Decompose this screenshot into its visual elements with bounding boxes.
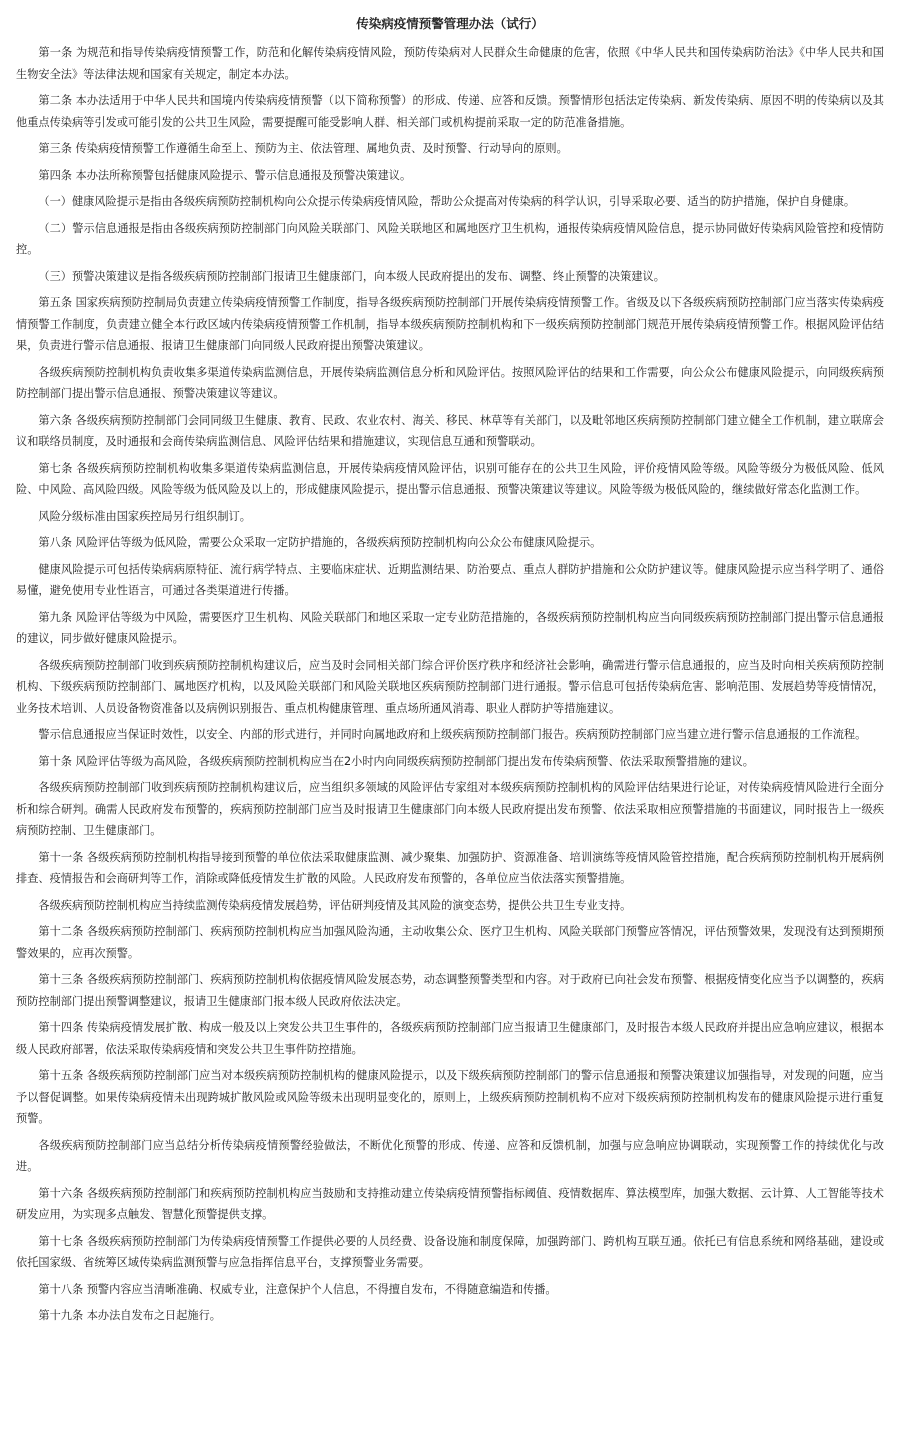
document-title: 传染病疫情预警管理办法（试行）	[356, 16, 544, 31]
article-paragraph: 第十条 风险评估等级为高风险，各级疾病预防控制机构应当在2小时内向同级疾病预防控制部门提出发布传染病预警、依法采取预警措施的建议。	[38, 754, 754, 768]
article-paragraph: 第十九条 本办法自发布之日起施行。	[38, 1309, 221, 1322]
article-paragraph: 第十三条 各级疾病预防控制部门、疾病预防控制机构依据疫情风险发展态势，动态调整预警类型和内容。对于政府已向社会发布预警、根据疫情变化应当予以调整的，疾病预防控制部门提出预警调整建议，报请卫生健康部门报本级人民政府依法决定。	[16, 973, 884, 1008]
article-paragraph: 第六条 各级疾病预防控制部门会同同级卫生健康、教育、民政、农业农村、海关、移民、林草等有关部门，以及毗邻地区疾病预防控制部门建立健全工作机制，建立联席会议和联络员制度，及时通报和会商传染病监测信息、风险评估结果和措施建议，实现信息互通和预警联动。	[16, 413, 884, 448]
article-paragraph: 第十八条 预警内容应当清晰准确、权威专业，注意保护个人信息，不得擅自发布，不得随意编造和传播。	[38, 1282, 557, 1296]
article-paragraph: 各级疾病预防控制部门收到疾病预防控制机构建议后，应当及时会同相关部门综合评价医疗秩序和经济社会影响，确需进行警示信息通报的，应当及时向相关疾病预防控制机构、下级疾病预防控制部门、属地医疗机构，以及风险关联部门和风险关联地区疾病预防控制部门进行通报。警示信息可包括传染病危害、影响范围、发展趋势等疫情情况，业务技术培训、人员设备物资准备以及病例识别报告、重点机构健康管理、重点场所通风消毒、职业人群防护等措施建议。	[16, 658, 884, 715]
article-paragraph: 第十五条 各级疾病预防控制部门应当对本级疾病预防控制机构的健康风险提示，以及下级疾病预防控制部门的警示信息通报和预警决策建议加强指导，对发现的问题，应当予以督促调整。如果传染病疫情未出现跨城扩散风险或风险等级未出现明显变化的，原则上，上级疾病预防控制机构不应对下级疾病预防控制机构发布的健康风险提示进行重复预警。	[16, 1069, 884, 1125]
article-paragraph: （三）预警决策建议是指各级疾病预防控制部门报请卫生健康部门，向本级人民政府提出的发布、调整、终止预警的决策建议。	[38, 269, 665, 283]
article-paragraph: （一）健康风险提示是指由各级疾病预防控制机构向公众提示传染病疫情风险，帮助公众提高对传染病的科学认识，引导采取必要、适当的防护措施，保护自身健康。	[38, 195, 856, 208]
article-paragraph: 第八条 风险评估等级为低风险，需要公众采取一定防护措施的，各级疾病预防控制机构向公众公布健康风险提示。	[38, 536, 602, 549]
article-paragraph: 第五条 国家疾病预防控制局负责建立传染病疫情预警工作制度，指导各级疾病预防控制部门开展传染病疫情预警工作。省级及以下各级疾病预防控制部门应当落实传染病疫情预警工作制度，负责建立健全本行政区域内传染病疫情预警工作机制，指导本级疾病预防控制机构和下一级疾病预防控制部门规范开展传染病疫情预警工作。根据风险评估结果，负责进行警示信息通报、报请卫生健康部门向同级人民政府提出预警决策建议。	[16, 296, 884, 352]
article-paragraph: 各级疾病预防控制部门收到疾病预防控制机构建议后，应当组织多领域的风险评估专家组对本级疾病预防控制机构的风险评估结果进行论证，对传染病疫情风险进行全面分析和综合研判。确需人民政府发布预警的，疾病预防控制部门应当及时报请卫生健康部门向本级人民政府提出发布预警、依法采取相应预警措施的书面建议，同时报告上一级疾病预防控制、卫生健康部门。	[16, 781, 884, 837]
article-paragraph: 第七条 各级疾病预防控制机构收集多渠道传染病监测信息，开展传染病疫情风险评估，识别可能存在的公共卫生风险，评价疫情风险等级。风险等级分为极低风险、低风险、中风险、高风险四级。风险等级为低风险及以上的，形成健康风险提示，提出警示信息通报、预警决策建议等建议。风险等级为极低风险的，继续做好常态化监测工作。	[16, 461, 884, 496]
article-paragraph: 第十四条 传染病疫情发展扩散、构成一般及以上突发公共卫生事件的，各级疾病预防控制部门应当报请卫生健康部门，及时报告本级人民政府并提出应急响应建议，根据本级人民政府部署，依法采取传染病疫情和突发公共卫生事件防控措施。	[16, 1021, 884, 1056]
article-paragraph: 第九条 风险评估等级为中风险，需要医疗卫生机构、风险关联部门和地区采取一定专业防范措施的，各级疾病预防控制机构应当向同级疾病预防控制部门提出警示信息通报的建议，同步做好健康风险提示。	[16, 610, 884, 645]
article-paragraph: 第十七条 各级疾病预防控制部门为传染病疫情预警工作提供必要的人员经费、设备设施和制度保障，加强跨部门、跨机构互联互通。依托已有信息系统和网络基础，建设或依托国家级、省统筹区域传染病监测预警与应急指挥信息平台，支撑预警业务需要。	[16, 1234, 884, 1269]
article-paragraph: 第十一条 各级疾病预防控制机构指导接到预警的单位依法采取健康监测、减少聚集、加强防护、资源准备、培训演练等疫情风险管控措施，配合疾病预防控制机构开展病例排查、疫情报告和会商研判等工作，消除或降低疫情发生扩散的风险。人民政府发布预警的，各单位应当依法落实预警措施。	[16, 850, 884, 885]
article-paragraph: 第三条 传染病疫情预警工作遵循生命至上、预防为主、依法管理、属地负责、及时预警、行动导向的原则。	[38, 142, 568, 155]
article-paragraph: 健康风险提示可包括传染病病原特征、流行病学特点、主要临床症状、近期监测结果、防治要点、重点人群防护措施和公众防护建议等。健康风险提示应当科学明了、通俗易懂，避免使用专业性语言，可通过各类渠道进行传播。	[16, 562, 884, 597]
article-paragraph: 各级疾病预防控制机构应当持续监测传染病疫情发展趋势，评估研判疫情及其风险的演变态势，提供公共卫生专业支持。	[38, 898, 632, 912]
article-paragraph: 第二条 本办法适用于中华人民共和国境内传染病疫情预警（以下简称预警）的形成、传递、应答和反馈。预警情形包括法定传染病、新发传染病、原因不明的传染病以及其他重点传染病等引发或可能引发的公共卫生风险，需要提醒可能受影响人群、相关部门或机构提前采取一定的防范准备措施。	[16, 94, 884, 129]
article-paragraph: 各级疾病预防控制机构负责收集多渠道传染病监测信息，开展传染病监测信息分析和风险评估。按照风险评估的结果和工作需要，向公众公布健康风险提示，向同级疾病预防控制部门提出警示信息通报、预警决策建议等建议。	[16, 365, 884, 400]
article-paragraph: 第一条 为规范和指导传染病疫情预警工作，防范和化解传染病疫情风险，预防传染病对人民群众生命健康的危害，依照《中华人民共和国传染病防治法》《中华人民共和国生物安全法》等法律法规和国家有关规定，制定本办法。	[16, 46, 884, 81]
document-body	[16, 42, 884, 1327]
article-paragraph: 各级疾病预防控制部门应当总结分析传染病疫情预警经验做法，不断优化预警的形成、传递、应答和反馈机制，加强与应急响应协调联动，实现预警工作的持续优化与改进。	[16, 1138, 884, 1173]
article-paragraph: 第十二条 各级疾病预防控制部门、疾病预防控制机构应当加强风险沟通，主动收集公众、医疗卫生机构、风险关联部门预警应答情况，评估预警效果，发现没有达到预期预警效果的，应再次预警。	[16, 925, 884, 960]
article-paragraph: 第十六条 各级疾病预防控制部门和疾病预防控制机构应当鼓励和支持推动建立传染病疫情预警指标阈值、疫情数据库、算法模型库，加强大数据、云计算、人工智能等技术研发应用，为实现多点触发、智慧化预警提供支撑。	[16, 1186, 884, 1221]
article-paragraph: （二）警示信息通报是指由各级疾病预防控制部门向风险关联部门、风险关联地区和属地医疗卫生机构，通报传染病疫情风险信息，提示协同做好传染病风险管控和疫情防控。	[16, 221, 884, 256]
article-paragraph: 风险分级标准由国家疾控局另行组织制订。	[38, 509, 251, 523]
article-paragraph: 警示信息通报应当保证时效性，以安全、内部的形式进行，并同时向属地政府和上级疾病预防控制部门报告。疾病预防控制部门应当建立进行警示信息通报的工作流程。	[38, 728, 867, 741]
article-paragraph: 第四条 本办法所称预警包括健康风险提示、警示信息通报及预警决策建议。	[38, 168, 412, 182]
